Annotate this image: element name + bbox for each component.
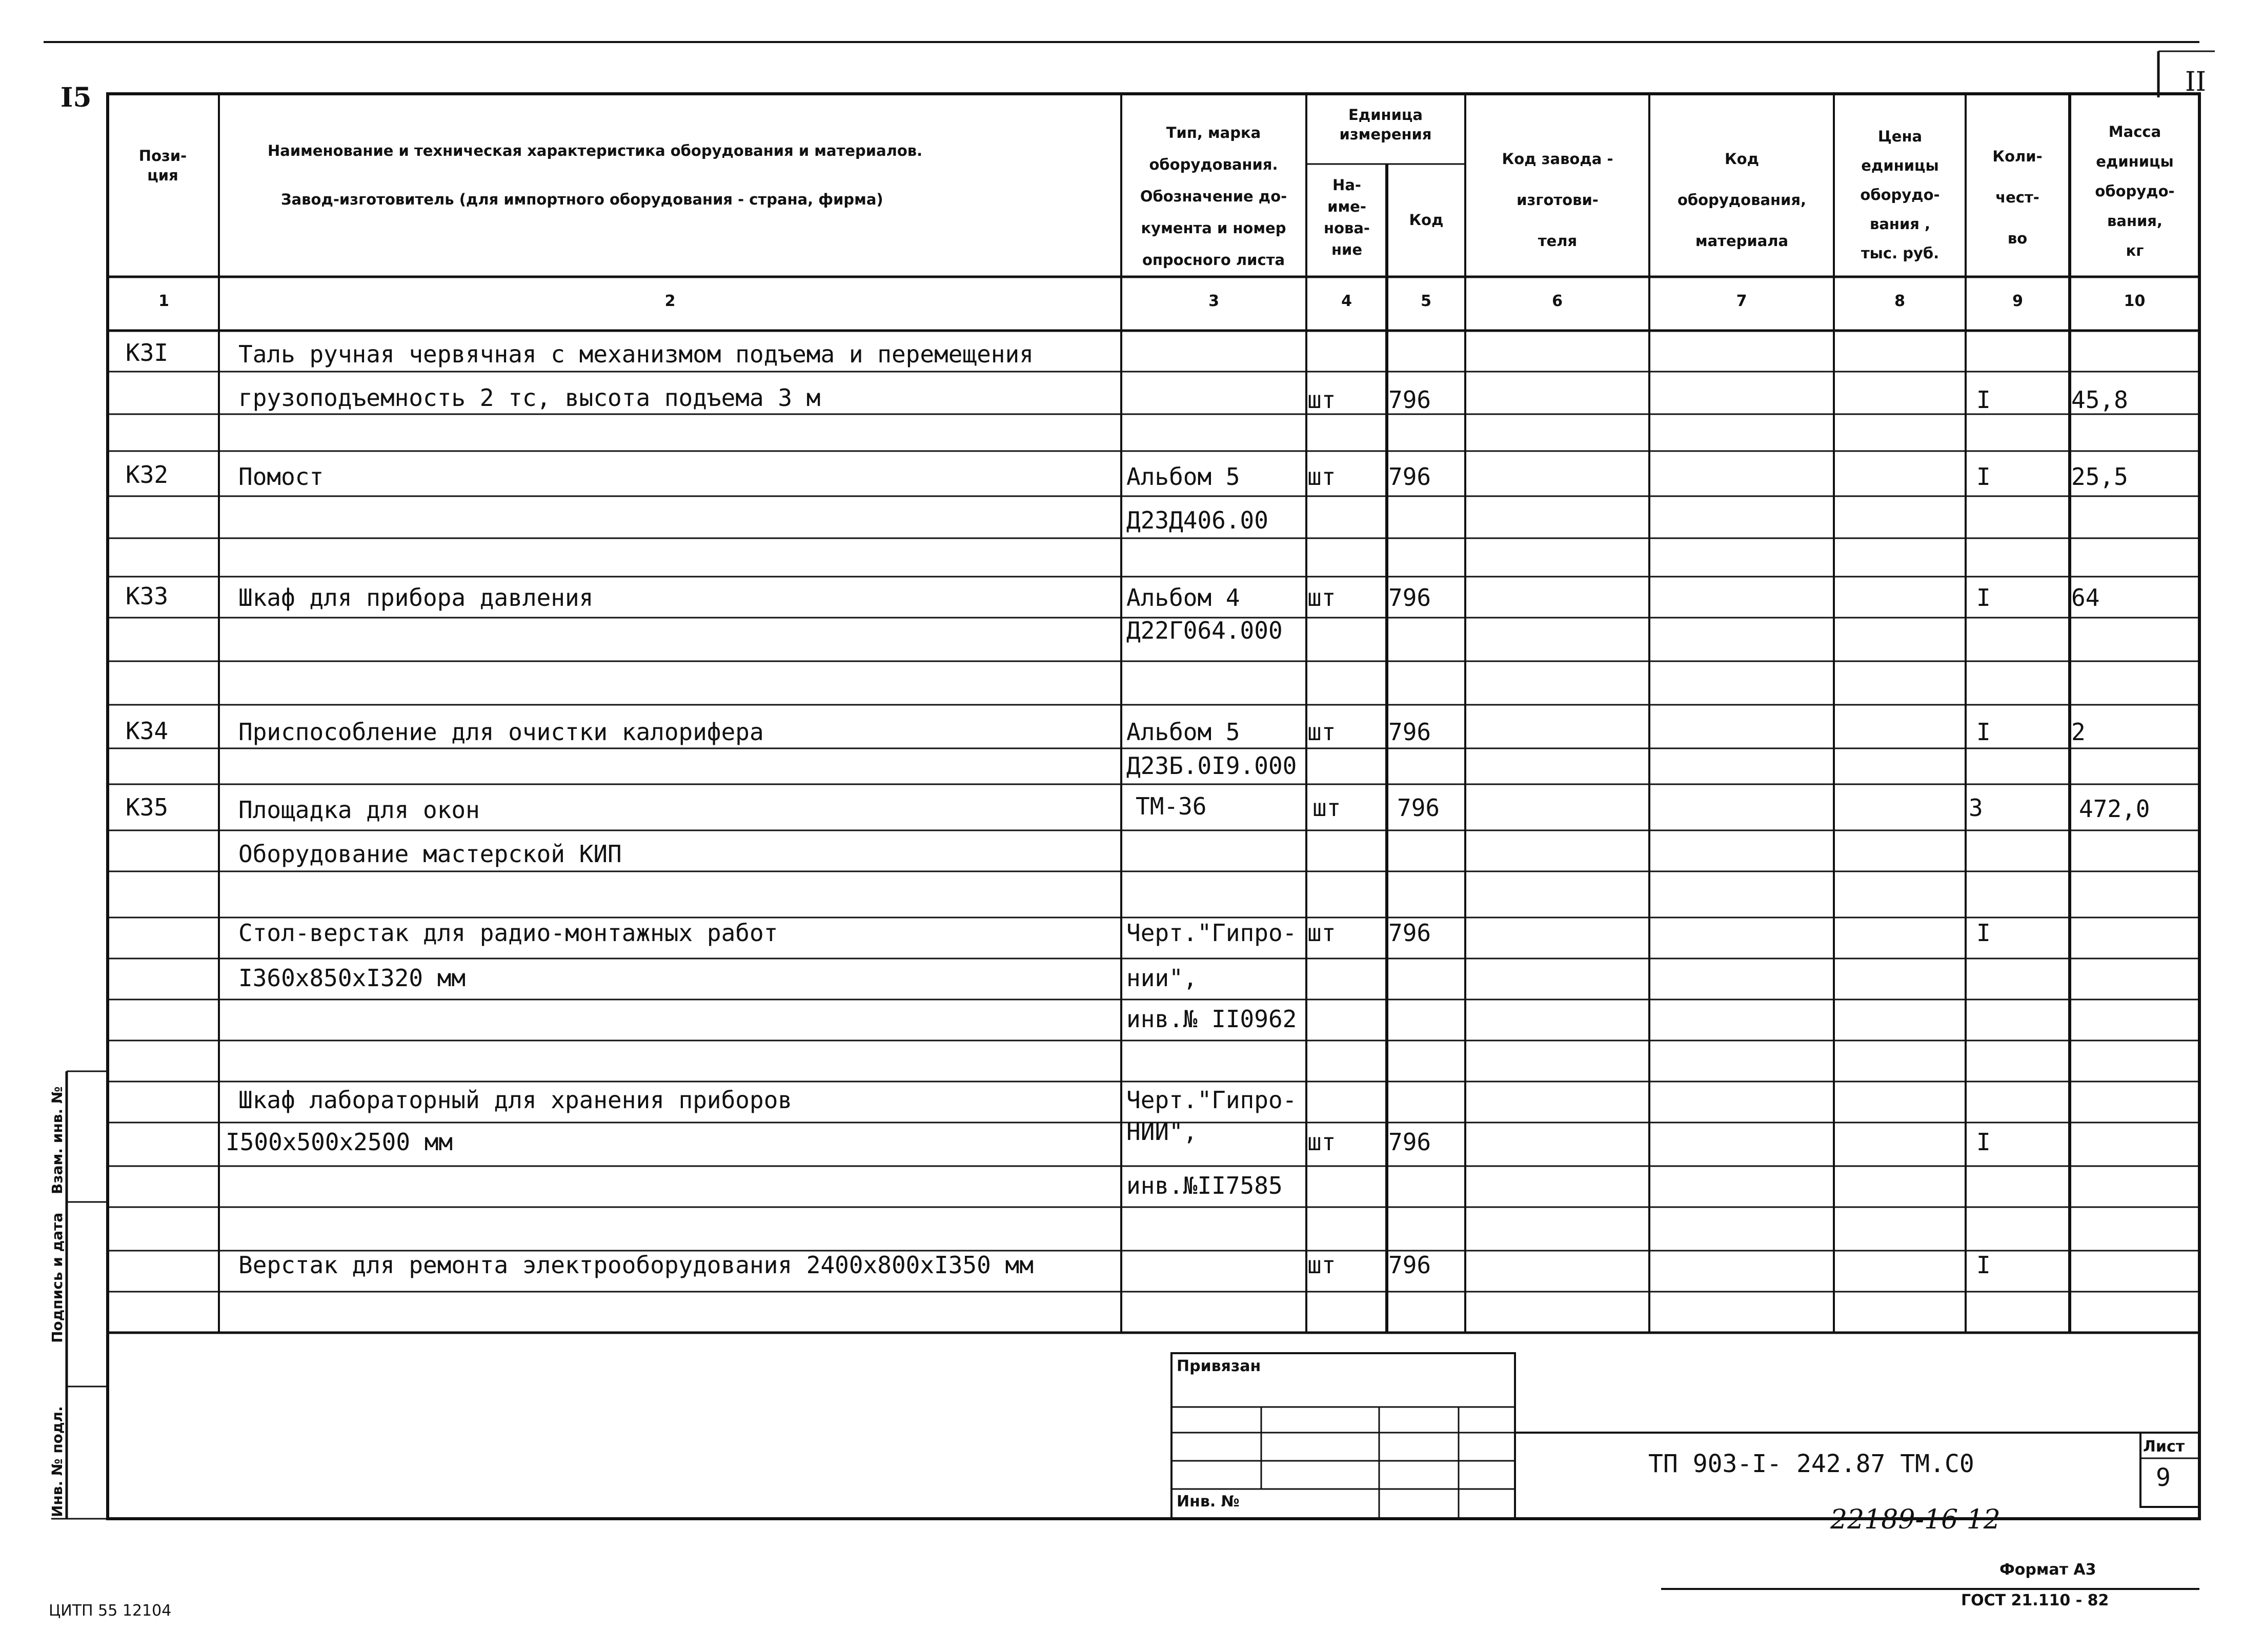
row-name: Шкаф лабораторный для хранения приборов	[238, 1086, 793, 1114]
row-unit-code: 796	[1388, 386, 1431, 414]
row-unit-code: 796	[1388, 1128, 1431, 1156]
row-name: I500x500x2500 мм	[226, 1128, 453, 1156]
row-unit: шт	[1312, 794, 1341, 822]
column-number: 1	[158, 292, 169, 310]
handwritten-number: 22189-16 12	[1830, 1504, 2000, 1535]
row-quantity: 3	[1969, 794, 1983, 822]
row-name: грузоподъемность 2 тс, высота подъема 3 м	[238, 384, 821, 412]
row-unit: шт	[1307, 1128, 1336, 1156]
row-type: Альбом 5	[1126, 463, 1240, 491]
column-number: 6	[1552, 292, 1563, 310]
row-quantity: I	[1976, 386, 1991, 414]
column-number: 9	[2012, 292, 2023, 310]
header-name-line2: Завод-изготовитель (для импортного оборудования - страна, фирма)	[281, 191, 883, 208]
row-type: инв.№ II0962	[1126, 1005, 1297, 1033]
row-type: Альбом 5	[1126, 718, 1240, 746]
row-unit: шт	[1307, 463, 1336, 491]
row-name: I360x850xI320 мм	[238, 964, 466, 992]
row-name: Оборудование мастерской КИП	[238, 840, 622, 868]
row-unit: шт	[1307, 919, 1336, 947]
row-name: Приспособление для очистки калорифера	[238, 718, 764, 746]
column-number: 10	[2124, 292, 2146, 310]
header-price: Цена единицы оборудо- вания , тыс. руб.	[1860, 128, 1940, 262]
side-label-original-inv: Инв. № подл.	[49, 1406, 66, 1517]
side-label-replaced-inv: Взам. инв. №	[49, 1086, 66, 1194]
side-label-signature-date: Подпись и дата	[49, 1212, 66, 1343]
document-code: ТП 903-I- 242.87 ТМ.С0	[1648, 1450, 1974, 1478]
header-type: Тип, марка оборудования. Обозначение до- кумента и номер опросного листа	[1140, 124, 1287, 269]
row-name: Шкаф для прибора давления	[238, 584, 594, 611]
row-type: НИИ",	[1126, 1118, 1198, 1146]
row-type: ТМ-36	[1136, 792, 1207, 820]
gost-label: ГОСТ 21.110 - 82	[1961, 1592, 2109, 1609]
row-unit-code: 796	[1397, 794, 1440, 822]
column-number: 2	[664, 292, 676, 310]
row-name: Площадка для окон	[238, 796, 480, 824]
row-mass: 45,8	[2071, 386, 2128, 414]
row-unit: шт	[1307, 1251, 1336, 1279]
header-mass: Масса единицы оборудо- вания, кг	[2095, 123, 2175, 259]
row-type: инв.№II7585	[1126, 1172, 1283, 1199]
row-mass: 2	[2071, 718, 2086, 746]
row-type: нии",	[1126, 964, 1198, 992]
sheet-label: Лист	[2143, 1438, 2185, 1456]
row-mass: 64	[2071, 584, 2100, 611]
column-number: 4	[1341, 292, 1352, 310]
column-number: 5	[1421, 292, 1431, 310]
row-position: К34	[126, 717, 169, 745]
row-mass: 25,5	[2071, 463, 2128, 491]
row-mass: 472,0	[2079, 795, 2150, 823]
row-quantity: I	[1976, 584, 1991, 611]
row-quantity: I	[1976, 1251, 1991, 1279]
stamp-bound-label: Привязан	[1177, 1357, 1261, 1375]
row-unit: шт	[1307, 584, 1336, 611]
row-unit-code: 796	[1388, 919, 1431, 947]
row-unit: шт	[1307, 386, 1336, 414]
header-plant-code: Код завода - изготови- теля	[1502, 150, 1613, 250]
sheet-number: 9	[2156, 1463, 2171, 1492]
printer-mark: ЦИТП 55 12104	[49, 1602, 172, 1620]
column-number: 3	[1208, 292, 1219, 310]
row-quantity: I	[1976, 718, 1991, 746]
row-type: Черт."Гипро-	[1126, 1086, 1297, 1114]
row-position: К33	[126, 582, 169, 610]
row-position: К3I	[126, 339, 169, 366]
row-name: Таль ручная червячная с механизмом подъема и перемещения	[238, 340, 1034, 368]
row-quantity: I	[1976, 1128, 1991, 1156]
row-position: К32	[126, 461, 169, 488]
row-unit-code: 796	[1388, 463, 1431, 491]
row-type: Альбом 4	[1126, 584, 1240, 611]
header-unit-code: Код	[1409, 211, 1444, 229]
row-unit-code: 796	[1388, 718, 1431, 746]
row-unit: шт	[1307, 718, 1336, 746]
row-position: К35	[126, 793, 169, 821]
column-number: 8	[1894, 292, 1905, 310]
row-quantity: I	[1976, 919, 1991, 947]
header-name-line1: Наименование и техническая характеристика оборудования и материалов.	[268, 142, 923, 159]
header-unit-group: Единица измерения	[1339, 106, 1432, 143]
row-name: Стол-верстак для радио-монтажных работ	[238, 919, 778, 947]
page-mark: I5	[60, 82, 92, 113]
row-type: Д23Б.0I9.000	[1126, 752, 1297, 780]
row-type: Черт."Гипро-	[1126, 919, 1297, 947]
row-unit-code: 796	[1388, 1251, 1431, 1279]
row-type: Д22Г064.000	[1126, 617, 1283, 644]
row-unit-code: 796	[1388, 584, 1431, 611]
header-quantity: Коли- чест- во	[1992, 148, 2043, 247]
row-quantity: I	[1976, 463, 1991, 491]
row-type: Д23Д406.00	[1126, 506, 1268, 534]
header-equipment-code: Код оборудования, материала	[1677, 150, 1807, 250]
row-name: Верстак для ремонта электрооборудования 2400x800xI350 мм	[238, 1251, 1034, 1279]
header-position: Пози- ция	[138, 147, 187, 184]
format-label: Формат А3	[1999, 1561, 2096, 1579]
header-unit-name: На- име- нова- ние	[1324, 176, 1370, 258]
stamp-inv-label: Инв. №	[1177, 1493, 1240, 1511]
right-mark: II	[2185, 67, 2207, 97]
column-number: 7	[1736, 292, 1747, 310]
row-name: Помост	[238, 463, 324, 491]
